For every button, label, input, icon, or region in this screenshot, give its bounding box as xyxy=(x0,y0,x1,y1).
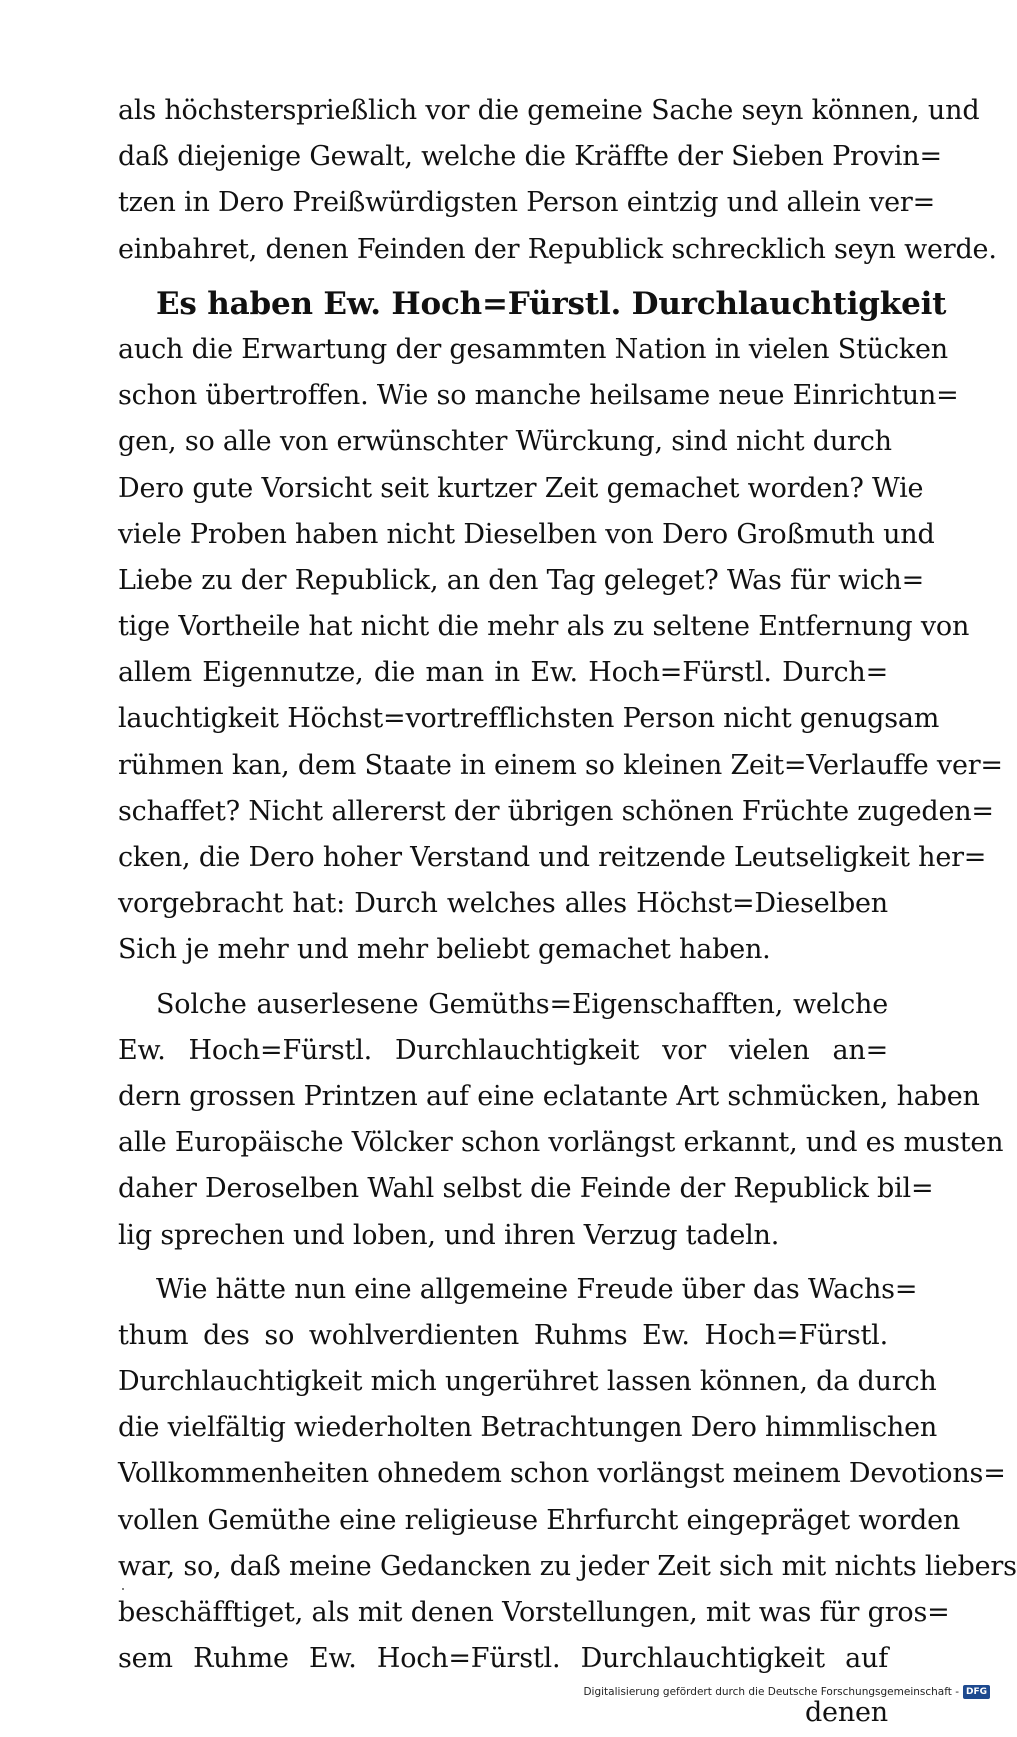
text-line: viele Proben haben nicht Dieselben von Dero Großmuth und xyxy=(118,518,935,550)
text-line: Dero gute Vorsicht seit kurtzer Zeit gemachet worden? Wie xyxy=(118,472,924,504)
text-line: cken, die Dero hoher Verstand und reitzende Leutseligkeit her= xyxy=(118,842,987,873)
text-line: vollen Gemüthe eine religieuse Ehrfurcht eingepräget worden xyxy=(118,1504,961,1536)
text-line: Durchlauchtigkeit mich ungerühret lassen können, da durch xyxy=(118,1366,937,1398)
text-line: war, so, daß meine Gedancken zu jeder Zeit sich mit nichts liebers xyxy=(118,1550,1017,1582)
text-line: Liebe zu der Republick, an den Tag geleget? Was für wich= xyxy=(118,564,925,596)
text-line: als höchstersprießlich vor die gemeine Sache seyn können, und xyxy=(118,95,980,126)
text-line: Sich je mehr und mehr beliebt gemachet haben. xyxy=(118,934,771,966)
text-line: gen, so alle von erwünschter Würckung, sind nicht durch xyxy=(118,426,892,458)
paragraph-2 xyxy=(118,281,1003,974)
text-line: die vielfältig wiederholten Betrachtungen Dero himmlischen xyxy=(118,1412,938,1444)
text-line: rühmen kan, dem Staate in einem so kleinen Zeit=Verlauffe ver= xyxy=(118,749,1003,781)
text-line: tzen in Dero Preißwürdigsten Person eintzig und allein ver= xyxy=(118,187,936,219)
text-line: alle Europäische Völcker schon vorlängst erkannt, und es musten xyxy=(118,1127,1004,1159)
text-line: Solche auserlesene Gemüths=Eigenschafften, welche xyxy=(156,988,888,1020)
text-line: thum des so wohlverdienten Ruhms Ew. Hoch=Fürstl. xyxy=(118,1319,888,1351)
text-line: vorgebracht hat: Durch welches alles Höchst=Dieselben xyxy=(118,888,888,920)
digitization-footer xyxy=(583,1682,990,1702)
text-line: sem Ruhme Ew. Hoch=Fürstl. Durchlauchtigkeit auf xyxy=(118,1643,888,1675)
scan-speck xyxy=(122,1588,124,1590)
paragraph-4 xyxy=(118,1267,1017,1683)
text-line: lauchtigkeit Höchst=vortrefflichsten Person nicht genugsam xyxy=(118,703,940,735)
text-line: daß diejenige Gewalt, welche die Kräffte der Sieben Provin= xyxy=(118,141,942,173)
footer-credit: Digitalisierung gefördert durch die Deutsche Forschungsgemeinschaft - xyxy=(583,1686,959,1698)
text-line: allem Eigennutze, die man in Ew. Hoch=Fürstl. Durch= xyxy=(118,657,888,689)
dfg-logo-icon: DFG xyxy=(963,1685,990,1699)
text-line: Es haben Ew. Hoch=Fürstl. Durchlauchtigkeit xyxy=(156,285,947,322)
text-line: Wie hätte nun eine allgemeine Freude über das Wachs= xyxy=(156,1273,918,1305)
paragraph-3 xyxy=(118,982,1004,1259)
text-line: lig sprechen und loben, und ihren Verzug tadeln. xyxy=(118,1219,780,1251)
text-line: schaffet? Nicht allererst der übrigen schönen Früchte zugeden= xyxy=(118,795,994,827)
text-line: Ew. Hoch=Fürstl. Durchlauchtigkeit vor vielen an= xyxy=(118,1034,888,1066)
text-line: einbahret, denen Feinden der Republick schrecklich seyn werde. xyxy=(118,233,997,265)
paragraph-1 xyxy=(118,88,997,273)
text-line: Vollkommenheiten ohnedem schon vorlängst meinem Devotions= xyxy=(118,1458,1006,1490)
text-line: tige Vortheile hat nicht die mehr als zu seltene Entfernung von xyxy=(118,611,970,643)
catchword: denen xyxy=(804,1697,888,1729)
text-line: daher Deroselben Wahl selbst die Feinde der Republick bil= xyxy=(118,1173,934,1205)
text-line: schon übertroffen. Wie so manche heilsame neue Einrichtun= xyxy=(118,380,959,412)
text-line: auch die Erwartung der gesammten Nation in vielen Stücken xyxy=(118,333,948,365)
text-line: dern grossen Printzen auf eine eclatante Art schmücken, haben xyxy=(118,1080,980,1112)
text-line: beschäfftiget, als mit denen Vorstellungen, mit was für gros= xyxy=(118,1597,950,1628)
